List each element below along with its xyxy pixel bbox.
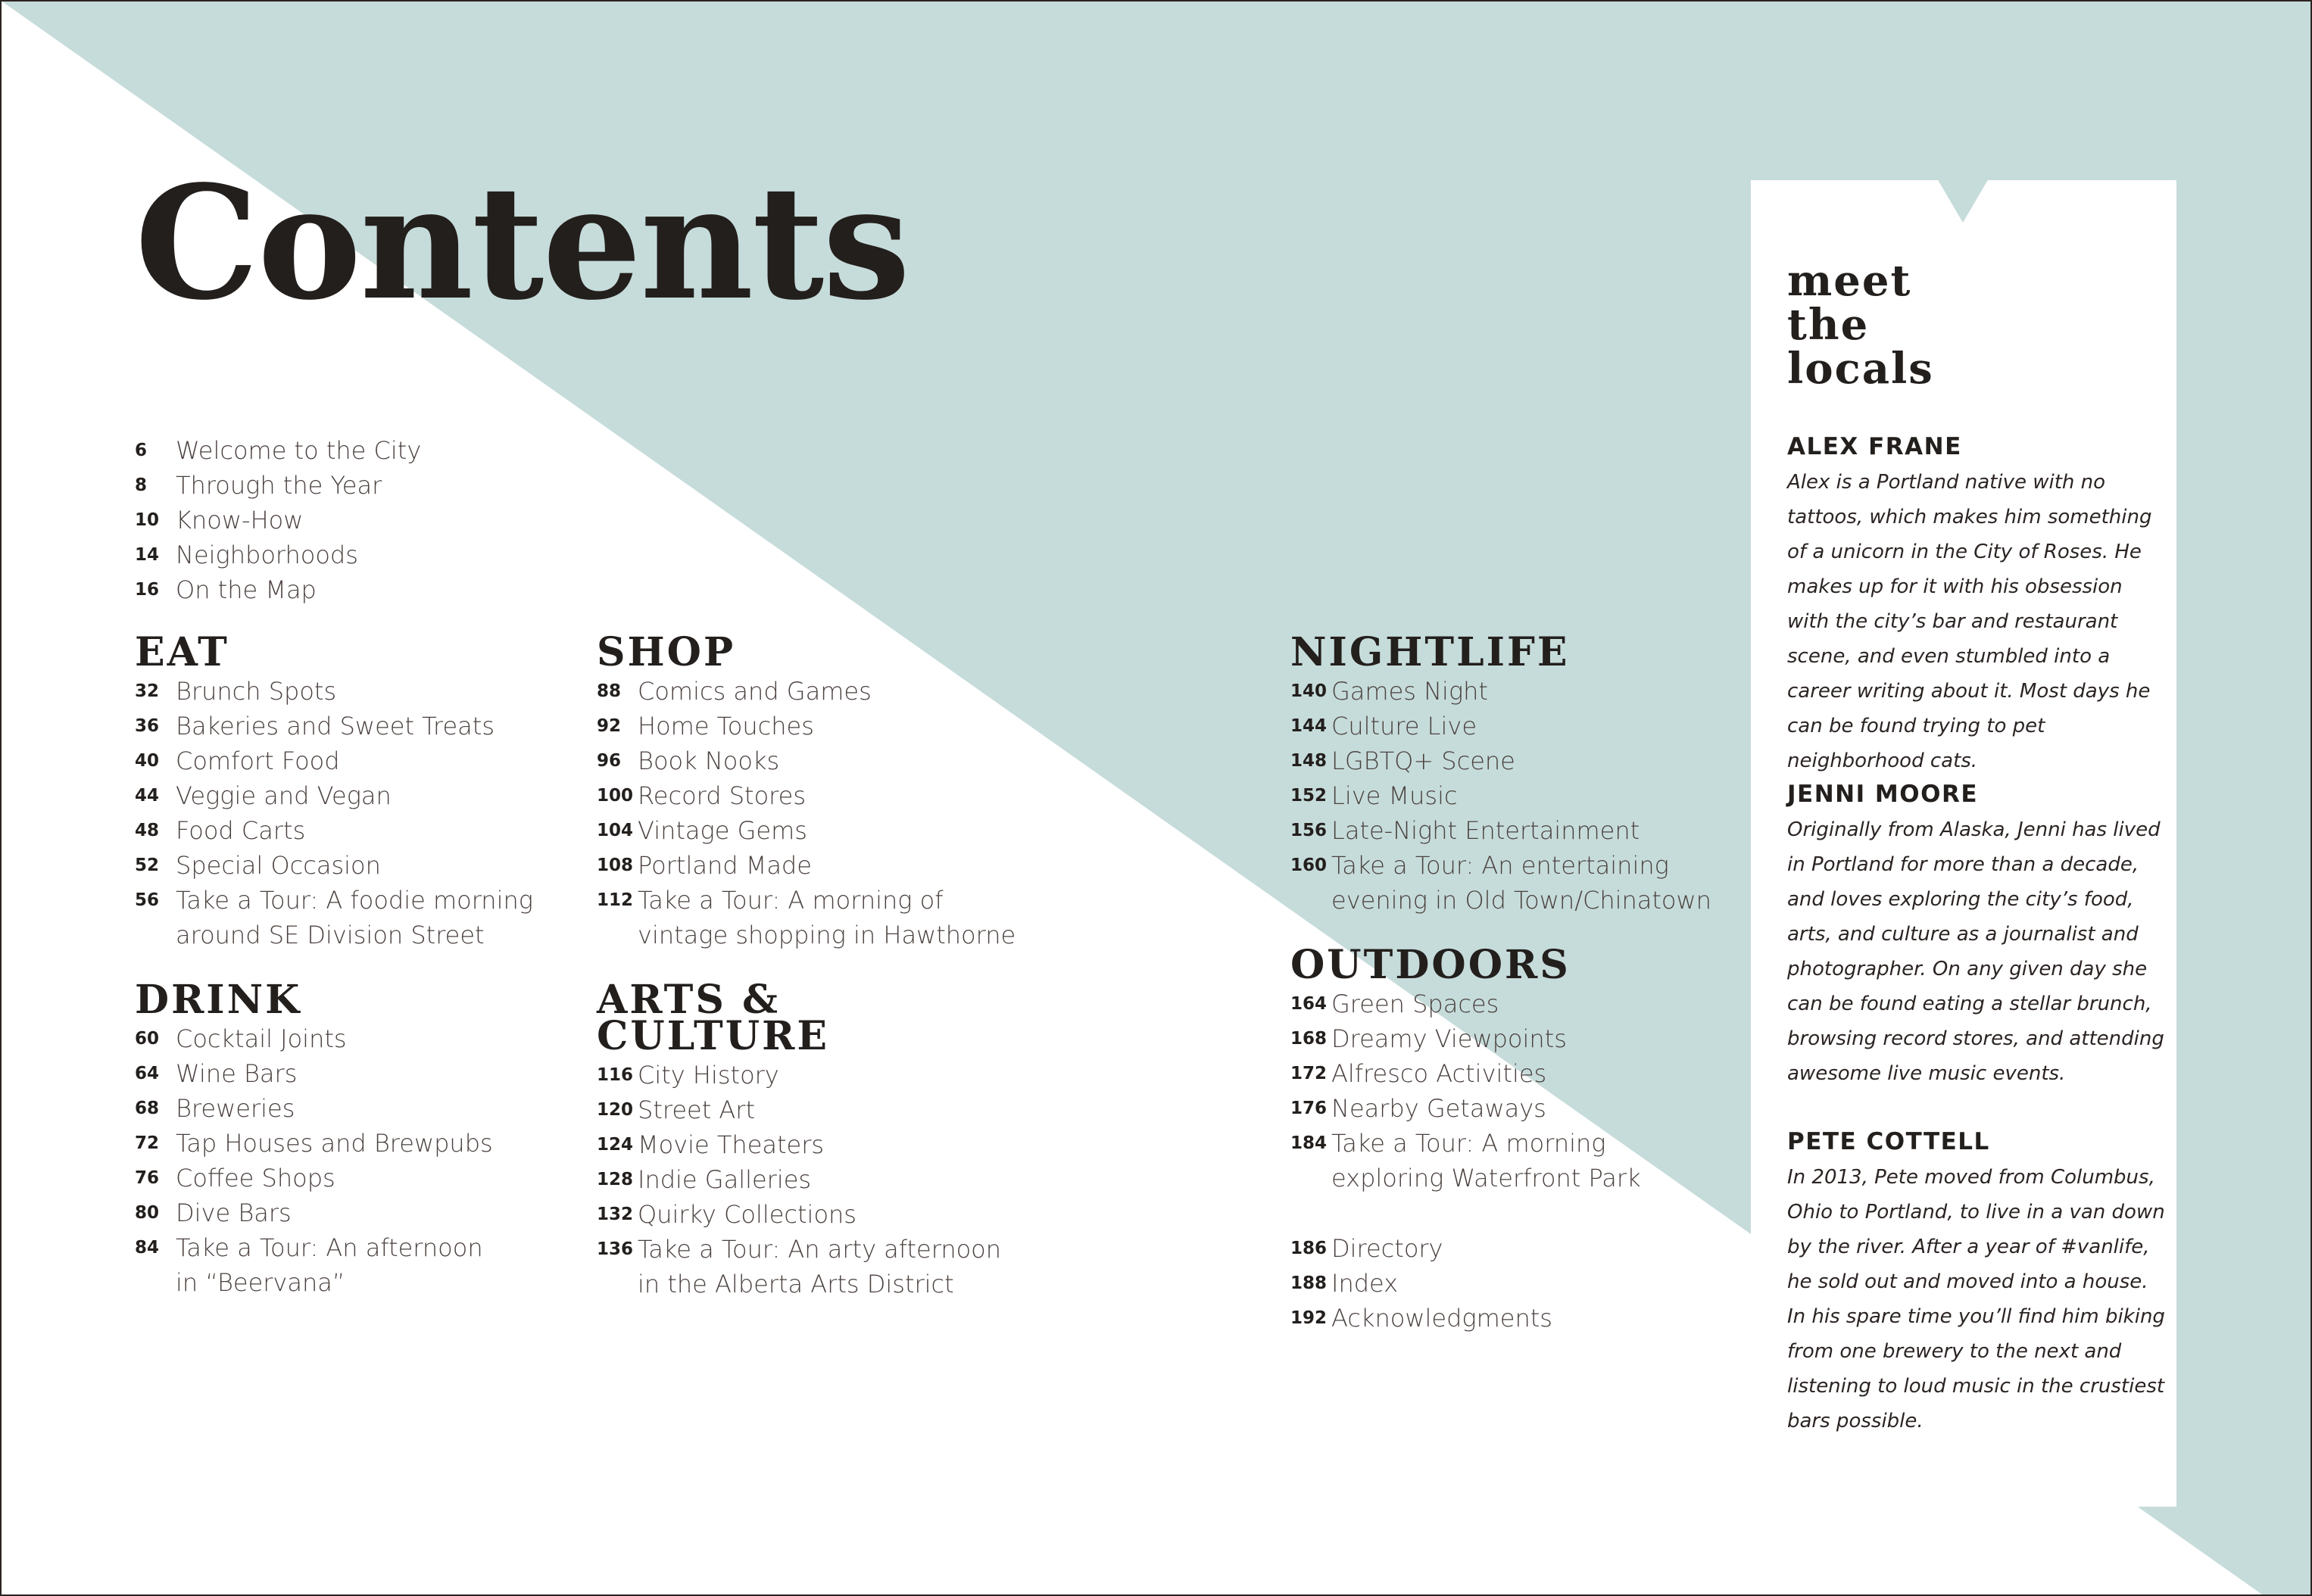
entry-label: City History bbox=[638, 1061, 779, 1089]
toc-entry[interactable] bbox=[135, 813, 533, 848]
entry-label-line1: Take a Tour: An arty afternoon bbox=[638, 1235, 1002, 1264]
entry-label bbox=[176, 1230, 483, 1300]
toc-entry[interactable] bbox=[597, 813, 1016, 848]
local-name: PETE COTTELL bbox=[1787, 1128, 1990, 1155]
intro-list bbox=[135, 433, 421, 607]
page-number: 108 bbox=[597, 856, 634, 875]
page-number: 116 bbox=[597, 1065, 634, 1085]
toc-entry[interactable] bbox=[135, 1091, 493, 1126]
page-number: 168 bbox=[1290, 1029, 1328, 1049]
entry-label: LGBTQ+ Scene bbox=[1331, 747, 1515, 775]
entry-label: Games Night bbox=[1331, 677, 1488, 706]
page-number: 164 bbox=[1290, 994, 1328, 1014]
page-number: 156 bbox=[1290, 821, 1328, 840]
entry-label: Welcome to the City bbox=[176, 436, 422, 465]
toc-entry-tour[interactable] bbox=[597, 1232, 1001, 1301]
page-number: 68 bbox=[135, 1099, 160, 1118]
toc-entry-tour[interactable] bbox=[1290, 1126, 1641, 1195]
entry-label bbox=[1331, 848, 1711, 918]
entry-label: Record Stores bbox=[638, 781, 806, 810]
toc-entry[interactable] bbox=[597, 1162, 1001, 1197]
toc-entry[interactable] bbox=[597, 743, 1016, 778]
page-number: 40 bbox=[135, 751, 160, 771]
local-profile bbox=[1787, 433, 2166, 778]
toc-entry[interactable] bbox=[597, 1127, 1001, 1162]
page-number: 72 bbox=[135, 1133, 160, 1153]
toc-entry[interactable] bbox=[135, 1021, 493, 1056]
toc-entry[interactable] bbox=[1290, 1231, 1552, 1266]
entry-label: Comics and Games bbox=[638, 677, 872, 706]
section-heading-outdoors: OUTDOORS bbox=[1290, 942, 1571, 988]
entry-label: Wine Bars bbox=[176, 1059, 298, 1088]
page-title: Contents bbox=[135, 151, 910, 335]
entry-label: Vintage Gems bbox=[638, 816, 807, 845]
toc-entry[interactable] bbox=[597, 709, 1016, 743]
local-name: ALEX FRANE bbox=[1787, 433, 1962, 460]
local-profile bbox=[1787, 781, 2166, 1091]
toc-entry[interactable] bbox=[597, 848, 1016, 883]
page-number: 136 bbox=[597, 1239, 634, 1259]
toc-entry[interactable] bbox=[135, 778, 533, 813]
page-number: 48 bbox=[135, 821, 160, 840]
page-number: 112 bbox=[597, 890, 634, 910]
entry-label: Indie Galleries bbox=[638, 1165, 812, 1194]
toc-entry[interactable] bbox=[1290, 743, 1711, 778]
toc-entry[interactable] bbox=[1290, 813, 1711, 848]
toc-entry[interactable] bbox=[1290, 674, 1711, 709]
toc-entry[interactable] bbox=[597, 1197, 1001, 1232]
local-profile bbox=[1787, 1128, 2166, 1439]
entry-label bbox=[638, 883, 1016, 952]
toc-entry-tour[interactable] bbox=[1290, 848, 1711, 918]
page-number: 128 bbox=[597, 1170, 634, 1189]
entry-label: Dreamy Viewpoints bbox=[1331, 1024, 1567, 1053]
entry-label: Book Nooks bbox=[638, 747, 780, 775]
entry-label: Neighborhoods bbox=[176, 541, 358, 569]
page-number: 124 bbox=[597, 1135, 634, 1155]
toc-entry[interactable] bbox=[597, 1058, 1001, 1093]
section-nightlife bbox=[1290, 629, 1711, 918]
toc-entry[interactable] bbox=[135, 1195, 493, 1230]
entry-label-line2: evening in Old Town/Chinatown bbox=[1331, 886, 1711, 915]
page-number: 120 bbox=[597, 1100, 634, 1120]
entry-label: Directory bbox=[1331, 1234, 1443, 1263]
page-number: 192 bbox=[1290, 1308, 1328, 1328]
local-name: JENNI MOORE bbox=[1787, 781, 1979, 808]
toc-entry[interactable] bbox=[135, 538, 421, 572]
entry-label: Street Art bbox=[638, 1096, 755, 1124]
entry-label: Cocktail Joints bbox=[176, 1024, 347, 1053]
page-number: 132 bbox=[597, 1205, 634, 1224]
entry-label: Know-How bbox=[176, 506, 304, 535]
page-number: 186 bbox=[1290, 1239, 1328, 1258]
entry-label: Portland Made bbox=[638, 851, 812, 880]
section-arts-culture bbox=[597, 977, 1002, 1301]
entry-label: Coffee Shops bbox=[176, 1164, 335, 1192]
page-number: 76 bbox=[135, 1168, 160, 1188]
entry-label: Movie Theaters bbox=[638, 1130, 825, 1159]
toc-entry[interactable] bbox=[135, 1161, 493, 1195]
entry-label: Quirky Collections bbox=[638, 1200, 856, 1229]
page-number: 104 bbox=[597, 821, 634, 840]
page-number: 152 bbox=[1290, 786, 1328, 806]
entry-label: Breweries bbox=[176, 1094, 295, 1123]
entry-label: On the Map bbox=[176, 575, 317, 604]
toc-entry[interactable] bbox=[135, 503, 421, 538]
entry-label: Veggie and Vegan bbox=[176, 781, 392, 810]
entry-label bbox=[176, 883, 533, 952]
page-number: 44 bbox=[135, 786, 160, 806]
entry-label: Tap Houses and Brewpubs bbox=[176, 1129, 493, 1158]
sidebar-title-line1: meet bbox=[1787, 256, 1912, 306]
toc-entry[interactable] bbox=[1290, 1021, 1641, 1056]
entry-label-line1: Take a Tour: A foodie morning bbox=[176, 886, 533, 915]
entry-label: Special Occasion bbox=[176, 851, 381, 880]
entry-label-line1: Take a Tour: A morning of bbox=[638, 886, 944, 915]
toc-entry[interactable] bbox=[135, 572, 421, 607]
entry-label-line2: exploring Waterfront Park bbox=[1331, 1164, 1641, 1192]
entry-label: Comfort Food bbox=[176, 747, 340, 775]
toc-entry[interactable] bbox=[135, 1126, 493, 1161]
toc-entry[interactable] bbox=[1290, 1056, 1641, 1091]
back-matter-list bbox=[1290, 1231, 1552, 1336]
entry-label: Late-Night Entertainment bbox=[1331, 816, 1640, 845]
page-number: 80 bbox=[135, 1203, 160, 1223]
entry-label: Dive Bars bbox=[176, 1199, 292, 1227]
bookmark-notch bbox=[1937, 179, 1989, 223]
page-number: 148 bbox=[1290, 751, 1328, 771]
toc-entry[interactable] bbox=[597, 674, 1016, 709]
entry-label: Green Spaces bbox=[1331, 990, 1499, 1018]
page-number: 184 bbox=[1290, 1133, 1328, 1153]
section-heading-drink: DRINK bbox=[135, 977, 302, 1023]
entry-label: Home Touches bbox=[638, 712, 814, 740]
page-number: 96 bbox=[597, 751, 622, 771]
toc-entry[interactable] bbox=[135, 1056, 493, 1091]
page-number: 8 bbox=[135, 475, 148, 495]
entry-label: Acknowledgments bbox=[1331, 1304, 1552, 1333]
page-number: 188 bbox=[1290, 1273, 1328, 1293]
toc-entry[interactable] bbox=[597, 778, 1016, 813]
entry-label-line1: Take a Tour: An entertaining bbox=[1331, 851, 1669, 880]
entry-label-line2: in the Alberta Arts District bbox=[638, 1270, 954, 1298]
entry-label: Nearby Getaways bbox=[1331, 1094, 1546, 1123]
toc-entry[interactable] bbox=[135, 468, 421, 503]
entry-label: Index bbox=[1331, 1269, 1399, 1298]
page-number: 100 bbox=[597, 786, 634, 806]
toc-entry[interactable] bbox=[1290, 1266, 1552, 1301]
local-bio: In 2013, Pete moved from Columbus, Ohio to Portland, to live in a van down by the river. After a year of #vanlife, he sold out and moved into a house. In his spare time you’ll find him biking from one brewery to the next and listening to loud music in the crustiest bars possible. bbox=[1787, 1166, 2165, 1432]
page-number: 160 bbox=[1290, 856, 1328, 875]
toc-entry[interactable] bbox=[1290, 1301, 1552, 1336]
entry-label-line1: Take a Tour: A morning bbox=[1331, 1129, 1606, 1158]
entry-label: Alfresco Activities bbox=[1331, 1059, 1547, 1088]
page-number: 144 bbox=[1290, 716, 1328, 736]
entry-label: Through the Year bbox=[176, 471, 382, 500]
section-heading-nightlife: NIGHTLIFE bbox=[1290, 629, 1570, 675]
page-number: 176 bbox=[1290, 1099, 1328, 1118]
entry-label: Culture Live bbox=[1331, 712, 1477, 740]
section-heading-shop: SHOP bbox=[597, 629, 736, 675]
meet-the-locals-panel bbox=[1751, 180, 2176, 1507]
entry-label-line2: vintage shopping in Hawthorne bbox=[638, 921, 1016, 949]
page-number: 36 bbox=[135, 716, 160, 736]
page-number: 140 bbox=[1290, 681, 1328, 701]
toc-entry-tour[interactable] bbox=[135, 1230, 493, 1300]
page-number: 56 bbox=[135, 890, 160, 910]
section-drink bbox=[135, 977, 493, 1300]
page-number: 32 bbox=[135, 681, 160, 701]
toc-entry[interactable] bbox=[135, 743, 533, 778]
toc-entry[interactable] bbox=[1290, 778, 1711, 813]
sidebar-title bbox=[1787, 256, 1934, 394]
entry-label bbox=[1331, 1126, 1641, 1195]
heading-line2: CULTURE bbox=[597, 1013, 829, 1059]
local-bio: Alex is a Portland native with no tattoos, which makes him something of a unicorn in the City of Roses. He makes up for it with his obsession with the city’s bar and restaurant scene, and even stumbled into a career writing about it. Most days he can be found trying to pet neighborhood cats. bbox=[1787, 471, 2152, 772]
page-number: 92 bbox=[597, 716, 622, 736]
section-eat bbox=[135, 629, 533, 952]
local-bio: Originally from Alaska, Jenni has lived in Portland for more than a decade, and loves exploring the city’s food, arts, and culture as a journalist and photographer. On any given day she can be found eating a stellar brunch, browsing record stores, and attending awesome live music events. bbox=[1787, 818, 2164, 1085]
page-number: 172 bbox=[1290, 1064, 1328, 1083]
section-outdoors bbox=[1290, 942, 1641, 1195]
page-number: 10 bbox=[135, 510, 160, 530]
page-number: 84 bbox=[135, 1238, 160, 1258]
toc-entry[interactable] bbox=[1290, 709, 1711, 743]
toc-entry-tour[interactable] bbox=[597, 883, 1016, 952]
page-number: 52 bbox=[135, 856, 160, 875]
heading-line1: ARTS & bbox=[597, 977, 780, 1023]
page-number: 14 bbox=[135, 545, 160, 565]
entry-label-line2: in “Beervana” bbox=[176, 1268, 345, 1297]
page-number: 16 bbox=[135, 580, 160, 600]
toc-entry[interactable] bbox=[597, 1093, 1001, 1127]
toc-entry[interactable] bbox=[1290, 987, 1641, 1021]
toc-entry[interactable] bbox=[1290, 1091, 1641, 1126]
page-number: 88 bbox=[597, 681, 622, 701]
sidebar-title-line2: the bbox=[1787, 300, 1870, 350]
toc-entry[interactable] bbox=[135, 848, 533, 883]
entry-label: Bakeries and Sweet Treats bbox=[176, 712, 495, 740]
section-shop bbox=[597, 629, 1016, 952]
page-number: 60 bbox=[135, 1029, 160, 1049]
sidebar-title-line3: locals bbox=[1787, 344, 1934, 394]
page-number: 64 bbox=[135, 1064, 160, 1083]
page-number: 6 bbox=[135, 441, 148, 460]
entry-label: Food Carts bbox=[176, 816, 306, 845]
toc-entry[interactable] bbox=[135, 674, 533, 709]
entry-label-line2: around SE Division Street bbox=[176, 921, 485, 949]
section-heading-arts-culture bbox=[597, 977, 1001, 1059]
entry-label-line1: Take a Tour: An afternoon bbox=[176, 1233, 483, 1262]
entry-label: Live Music bbox=[1331, 781, 1458, 810]
section-heading-eat: EAT bbox=[135, 629, 229, 675]
entry-label: Brunch Spots bbox=[176, 677, 337, 706]
toc-entry[interactable] bbox=[135, 709, 533, 743]
toc-entry[interactable] bbox=[135, 433, 421, 468]
entry-label bbox=[638, 1232, 1001, 1301]
toc-entry-tour[interactable] bbox=[135, 883, 533, 952]
